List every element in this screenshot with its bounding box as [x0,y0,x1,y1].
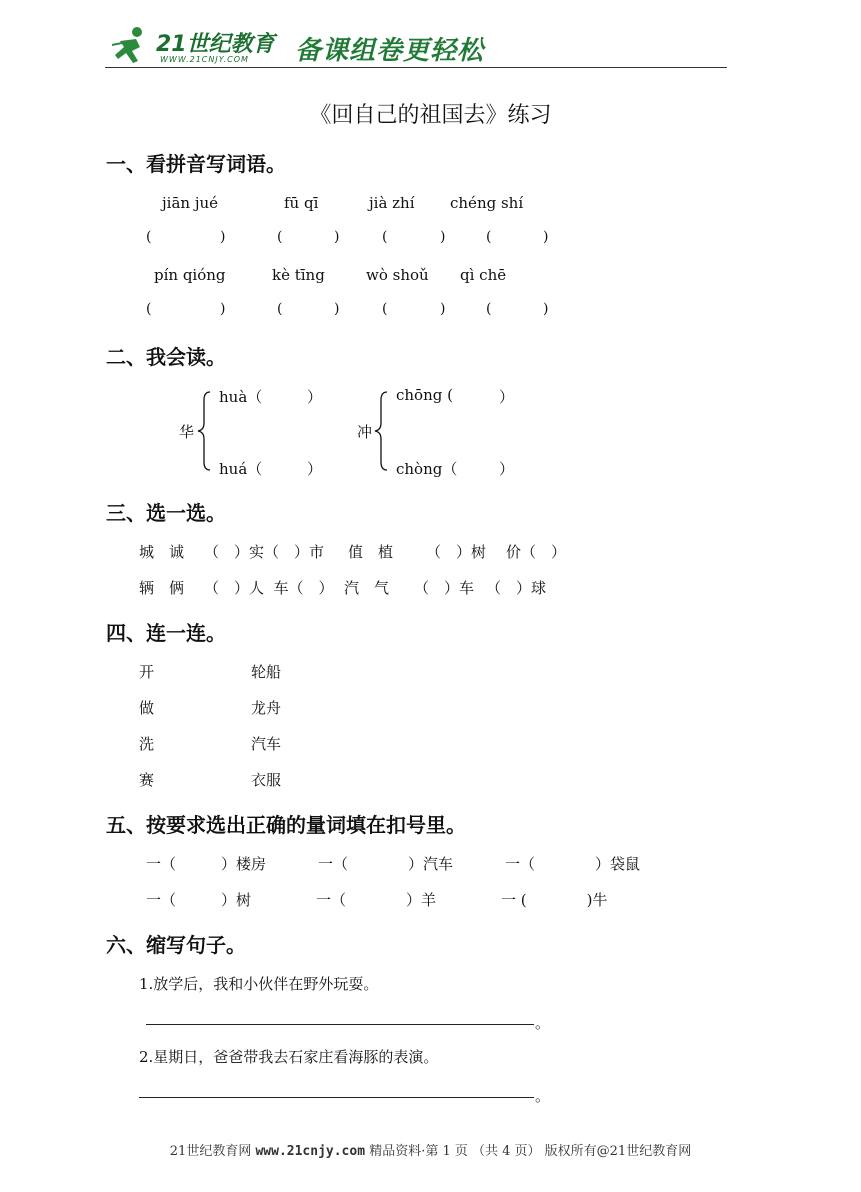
page-footer [0,1140,861,1159]
paren-close: ) [220,229,226,245]
section-5-heading: 五、按要求选出正确的量词填在扣号里。 [106,813,466,837]
left-brace-icon [196,390,212,472]
footer-site-name: 21世纪教育网 [169,1144,252,1159]
answer-line-2[interactable] [139,1097,534,1098]
pinyin-5: pín qióng [154,266,226,284]
section-1-heading: 一、看拼音写词语。 [106,152,286,176]
pinyin-chong1: chōng ( [396,386,453,404]
section-6-heading: 六、缩写句子。 [106,933,246,957]
match-left-item: 洗 [139,735,155,753]
pinyin-2: fū qī [284,194,319,212]
fill-blank: （ ）球 [486,579,547,597]
word-pair: 城 诚 [139,543,185,561]
paren-close: ) [220,301,226,317]
pinyin-3: jià zhí [369,194,415,212]
runner-logo-icon [110,25,152,65]
end-mark: 。 [535,1014,551,1032]
paren-close: ） [499,388,515,406]
fill-blank: （ ）实（ ）市 [204,543,325,561]
section-4-heading: 四、连一连。 [106,621,226,645]
word-pair: 汽 气 [344,579,390,597]
pinyin-hua2: huá（ [219,460,263,478]
page-title: 《回自己的祖国去》练习 [309,103,552,128]
pinyin-7: wò shoǔ [366,266,429,284]
header-slogan: 备课组卷更轻松 [295,36,485,66]
fill-blank: （ ）树 [426,543,487,561]
measure-word-blank: 一（ ）汽车 [318,855,454,873]
pinyin-hua4: huà（ [219,388,263,406]
answer-line-1[interactable] [146,1024,534,1025]
footer-page-info: 精品资料·第 1 页 （共 4 页） 版权所有@21世纪教育网 [369,1144,692,1159]
section-3-heading: 三、选一选。 [106,501,226,525]
match-right-item: 轮船 [251,663,282,681]
logo-text: 21世纪教育 [156,32,275,57]
fill-blank: （ ）车 [414,579,475,597]
paren-open: ( [277,301,283,317]
logo-url: WWW.21CNJY.COM [160,55,249,64]
match-right-item: 龙舟 [251,699,282,717]
header-divider [105,67,727,68]
paren-open: ( [382,229,388,245]
paren-open: ( [146,229,152,245]
paren-open: ( [146,301,152,317]
paren-open: ( [486,301,492,317]
end-mark: 。 [535,1087,551,1105]
paren-close: ) [334,229,340,245]
paren-close: ) [440,301,446,317]
fill-blank: 价（ ） [506,543,567,561]
match-left-item: 做 [139,699,155,717]
section-2-heading: 二、我会读。 [106,345,226,369]
footer-url[interactable]: www.21cnjy.com [255,1144,366,1159]
paren-close: ) [334,301,340,317]
paren-close: ) [440,229,446,245]
pinyin-6: kè tīng [272,266,325,284]
paren-close: ) [543,301,549,317]
measure-word-blank: 一（ ）羊 [316,891,437,909]
word-pair: 辆 俩 [139,579,185,597]
pinyin-chong4: chòng（ [396,460,458,478]
word-pair: 值 植 [348,543,394,561]
measure-word-blank: 一（ ）袋鼠 [505,855,641,873]
paren-close: ) [543,229,549,245]
measure-word-blank: 一（ ）树 [146,891,252,909]
question-1: 1.放学后，我和小伙伴在野外玩耍。 [139,975,379,993]
paren-close: ） [307,460,323,478]
paren-open: ( [382,301,388,317]
question-2: 2.星期日，爸爸带我去石家庄看海豚的表演。 [139,1048,439,1066]
pinyin-4: chéng shí [450,194,524,212]
char-chong: 冲 [357,423,373,441]
paren-open: ( [277,229,283,245]
paren-open: ( [486,229,492,245]
measure-word-blank: 一 ( )牛 [501,891,608,909]
paren-close: ） [499,460,515,478]
left-brace-icon [373,390,389,472]
match-right-item: 衣服 [251,771,282,789]
match-left-item: 开 [139,663,155,681]
measure-word-blank: 一（ ）楼房 [146,855,267,873]
pinyin-1: jiān jué [162,194,219,212]
match-left-item: 赛 [139,771,155,789]
pinyin-8: qì chē [460,266,507,284]
paren-close: ） [307,388,323,406]
fill-blank: （ ）人 车（ ） [204,579,334,597]
match-right-item: 汽车 [251,735,282,753]
char-hua: 华 [179,423,195,441]
